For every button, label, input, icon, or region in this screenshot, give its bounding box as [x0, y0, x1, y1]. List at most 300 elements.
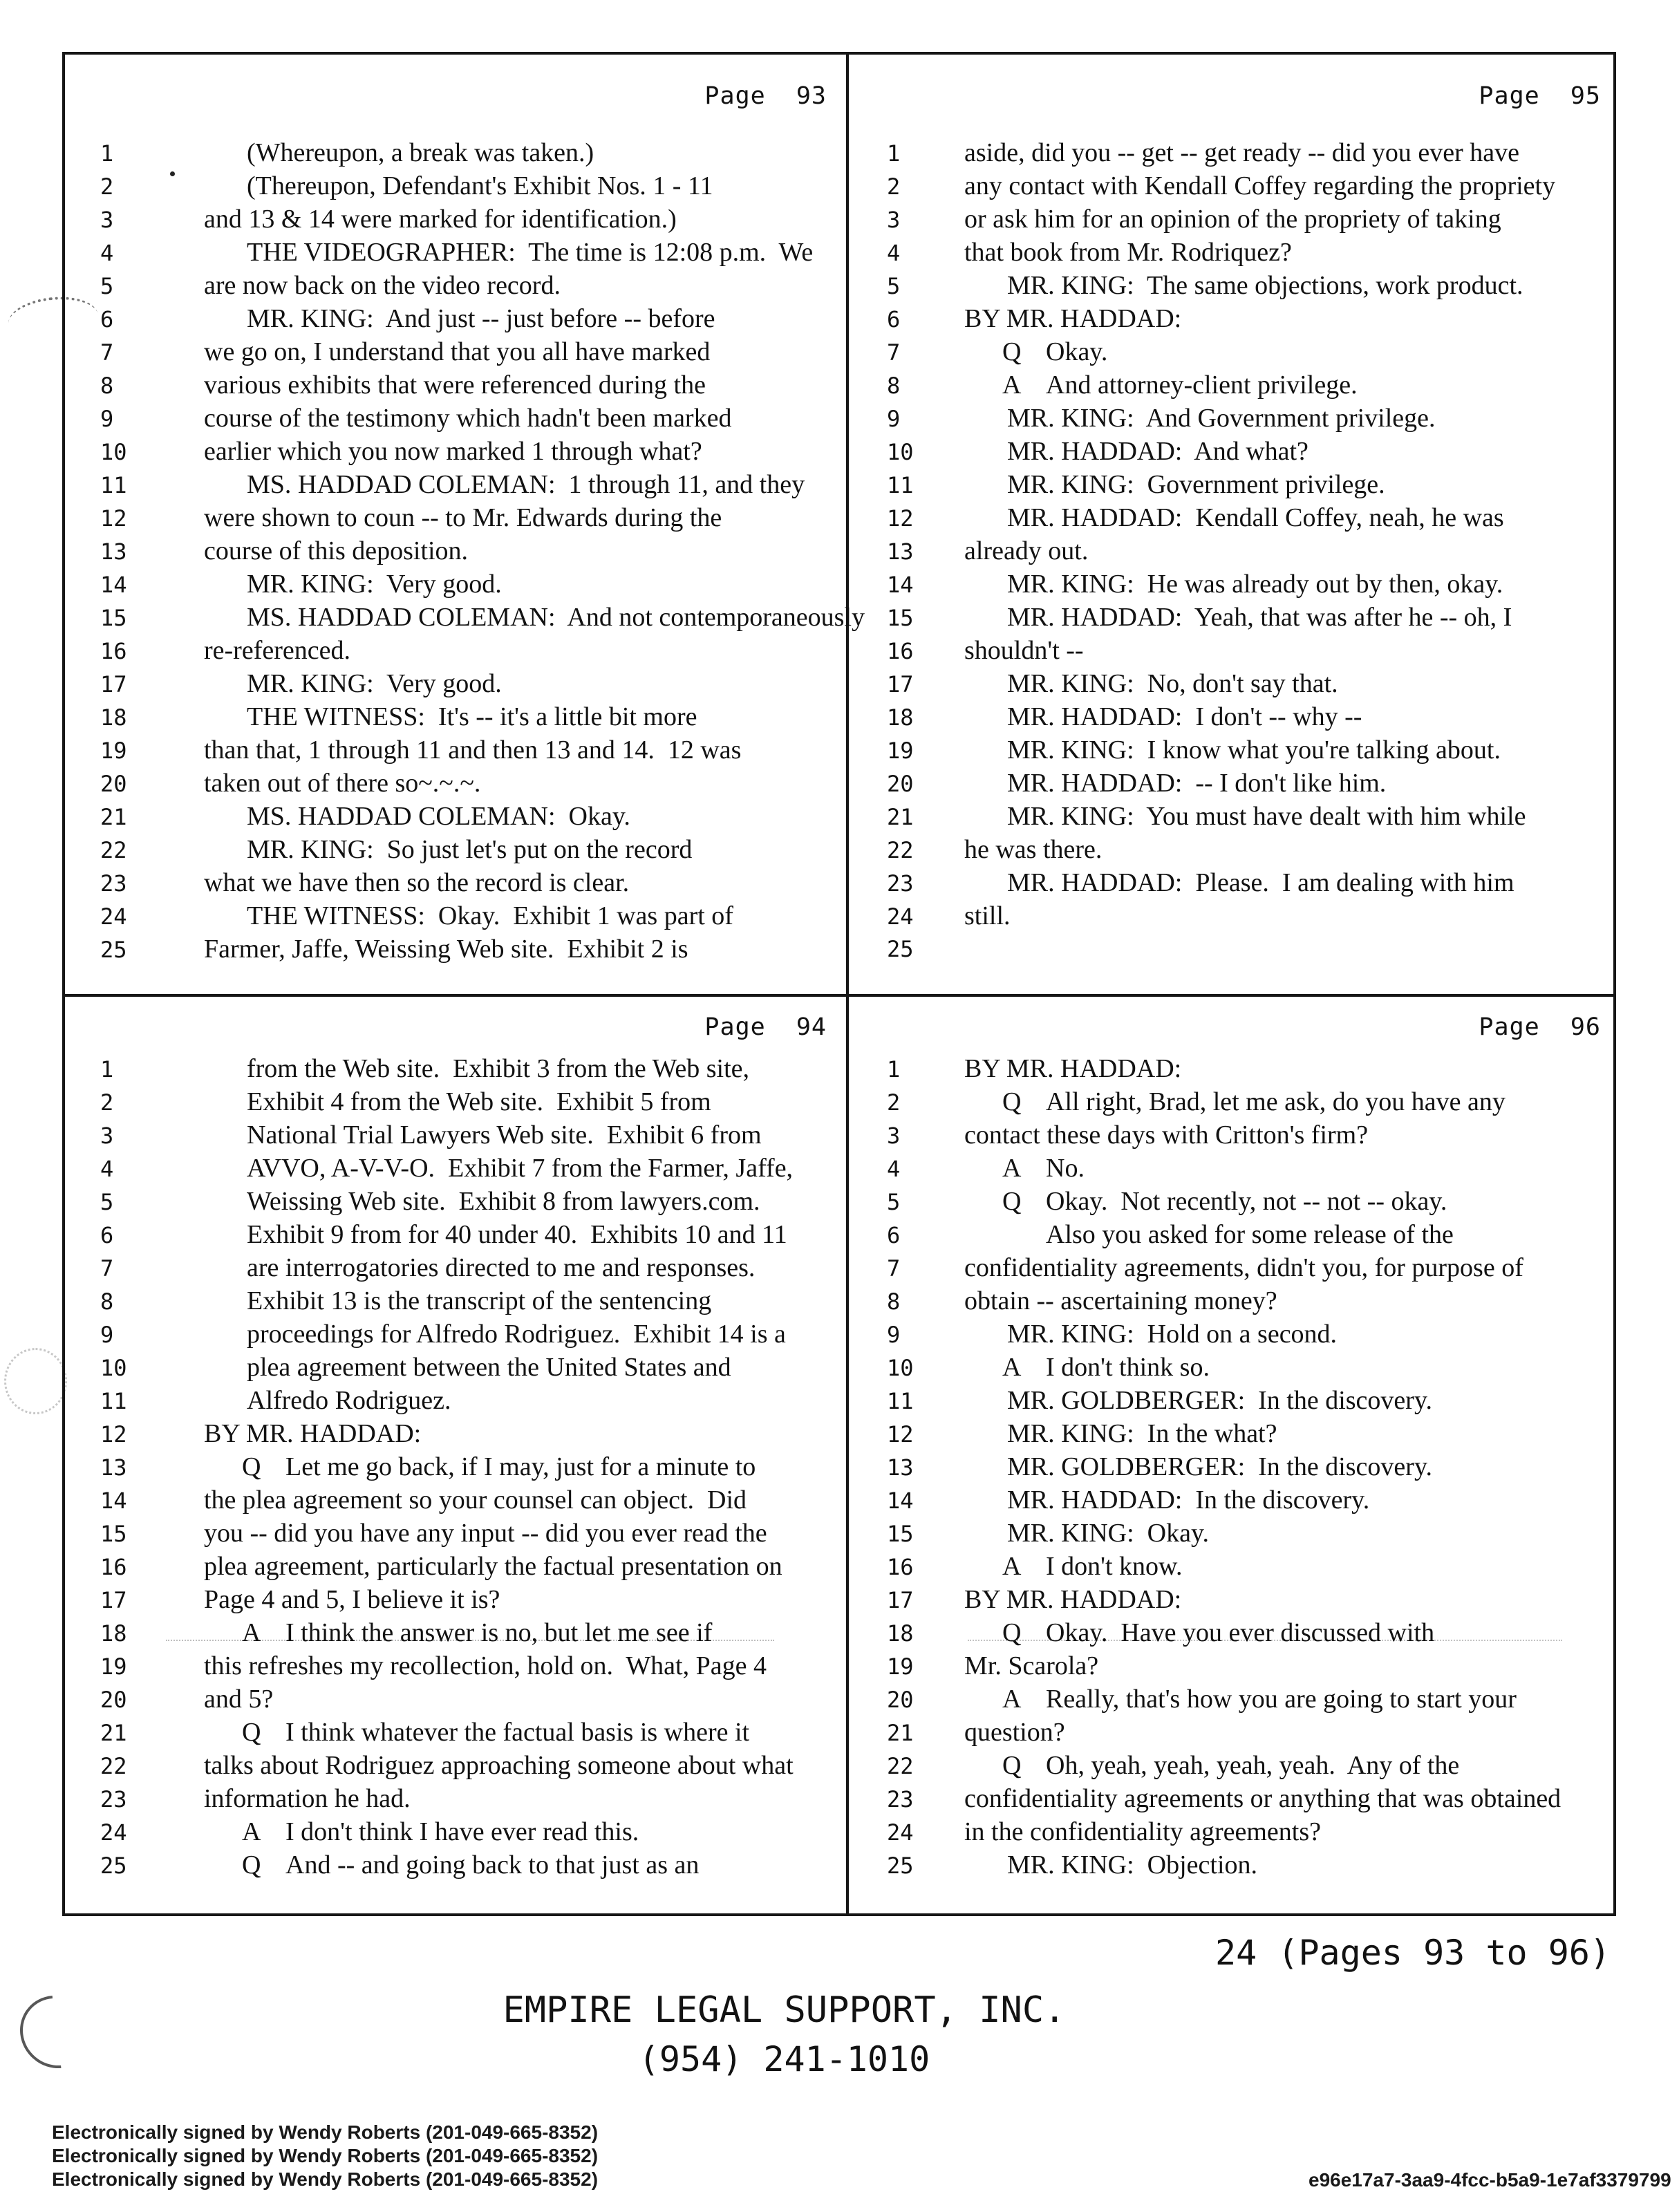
line-text [204, 1716, 749, 1749]
line-number: 19 [100, 738, 127, 764]
line-text: BY MR. HADDAD: [964, 304, 1182, 333]
line-text: obtain -- ascertaining money? [964, 1286, 1277, 1315]
line-number: 14 [887, 1488, 914, 1514]
transcript-line [849, 402, 1616, 435]
transcript-line [62, 1284, 846, 1318]
line-text: AVVO, A-V-V-O. Exhibit 7 from the Farmer, Jaffe, [247, 1154, 794, 1183]
line-text-body: I think the answer is no, but let me see if [285, 1618, 713, 1647]
transcript-line [849, 1649, 1616, 1683]
line-number: 8 [887, 1288, 901, 1315]
transcript-line [849, 700, 1616, 733]
transcript-line [849, 1716, 1616, 1749]
line-text: re-referenced. [204, 636, 350, 665]
transcript-line [62, 1583, 846, 1616]
transcript-line [62, 1152, 846, 1185]
transcript-line [849, 1417, 1616, 1450]
line-number: 16 [100, 1554, 127, 1580]
line-text: confidentiality agreements or anything that was obtained [964, 1784, 1561, 1813]
transcript-line [849, 368, 1616, 402]
line-number: 16 [100, 638, 127, 664]
line-number: 4 [100, 240, 114, 266]
transcript-line [62, 1848, 846, 1882]
electronic-signature-line: Electronically signed by Wendy Roberts (201-049-665-8352) [52, 2121, 599, 2143]
line-text: you -- did you have any input -- did you ever read the [204, 1519, 767, 1548]
line-text: MR. KING: You must have dealt with him while [1007, 802, 1526, 831]
line-number: 10 [887, 1355, 914, 1381]
transcript-line [849, 203, 1616, 236]
transcript-line [62, 335, 846, 368]
line-number: 2 [100, 174, 114, 200]
line-text: MR. KING: He was already out by then, okay. [1007, 570, 1503, 599]
line-number: 5 [100, 1189, 114, 1215]
line-number: 15 [887, 1521, 914, 1547]
line-text [204, 1450, 756, 1483]
transcript-lines [62, 136, 865, 966]
line-text: (Whereupon, a break was taken.) [247, 138, 594, 167]
line-text [964, 1550, 1183, 1583]
page-header: Page 94 [704, 1013, 827, 1041]
line-text: MS. HADDAD COLEMAN: And not contemporaneously [247, 603, 865, 632]
line-text: MR. GOLDBERGER: In the discovery. [1007, 1452, 1432, 1481]
line-number: 9 [100, 406, 114, 432]
transcript-line [62, 800, 846, 833]
line-number: 6 [887, 306, 901, 332]
line-text: question? [964, 1718, 1065, 1747]
transcript-line [849, 1118, 1616, 1152]
line-text: what we have then so the record is clear. [204, 868, 630, 897]
transcript-line [849, 1052, 1616, 1085]
line-text: MR. KING: And Government privilege. [1007, 404, 1436, 433]
transcript-line [849, 534, 1616, 568]
line-text: confidentiality agreements, didn't you, for purpose of [964, 1253, 1523, 1282]
line-text: plea agreement between the United States and [247, 1353, 731, 1382]
transcript-line [62, 1616, 846, 1649]
line-text [204, 1815, 639, 1848]
line-text [964, 1185, 1447, 1218]
transcript-line [849, 634, 1616, 667]
transcript-line [849, 501, 1616, 534]
line-number: 15 [100, 605, 127, 631]
line-text: MR. KING: Government privilege. [1007, 470, 1385, 499]
line-text: various exhibits that were referenced during the [204, 371, 706, 400]
line-text [964, 1085, 1506, 1118]
line-text: talks about Rodriguez approaching someone about what [204, 1751, 794, 1780]
line-number: 3 [100, 1123, 114, 1149]
line-text: MR. KING: And just -- just before -- before [247, 304, 715, 333]
line-text-body: Oh, yeah, yeah, yeah, yeah. Any of the [1046, 1751, 1460, 1780]
line-text [964, 335, 1107, 368]
line-text: shouldn't -- [964, 636, 1084, 665]
line-text: Also you asked for some release of the [1046, 1220, 1454, 1249]
line-number: 9 [887, 406, 901, 432]
line-text-body: Okay. [1046, 337, 1108, 366]
line-number: 4 [100, 1156, 114, 1182]
line-number: 6 [887, 1222, 901, 1248]
line-text: MR. GOLDBERGER: In the discovery. [1007, 1386, 1432, 1415]
transcript-line [849, 435, 1616, 468]
question-marker: Q [1002, 1751, 1022, 1780]
line-text: THE WITNESS: It's -- it's a little bit more [247, 702, 697, 731]
line-number: 25 [100, 1853, 127, 1879]
line-number: 6 [100, 306, 114, 332]
transcript-line [62, 1052, 846, 1085]
answer-marker: A [1002, 1552, 1022, 1581]
line-text: taken out of there so~.~.~. [204, 769, 481, 798]
transcript-quadrant-page-96 [849, 997, 1616, 1916]
transcript-line [62, 1318, 846, 1351]
line-number: 4 [887, 1156, 901, 1182]
transcript-line [849, 136, 1616, 169]
line-text: BY MR. HADDAD: [964, 1054, 1182, 1083]
question-marker: Q [1002, 1187, 1022, 1216]
line-number: 18 [887, 1620, 914, 1647]
transcript-line [849, 1848, 1616, 1882]
transcript-line [62, 169, 846, 203]
page-header: Page 95 [1479, 82, 1601, 110]
line-number: 24 [887, 903, 914, 930]
line-number: 20 [887, 1687, 914, 1713]
transcript-line [849, 601, 1616, 634]
line-number: 21 [887, 804, 914, 830]
transcript-line [62, 1185, 846, 1218]
line-number: 9 [887, 1322, 901, 1348]
transcript-line [849, 1450, 1616, 1483]
transcript-line [849, 468, 1616, 501]
line-text: Weissing Web site. Exhibit 8 from lawyers.com. [247, 1187, 760, 1216]
line-text [964, 1351, 1210, 1384]
line-number: 5 [887, 273, 901, 299]
line-text: already out. [964, 536, 1089, 565]
line-number: 22 [100, 837, 127, 863]
page-header: Page 93 [704, 82, 827, 110]
transcript-line [849, 1318, 1616, 1351]
line-number: 13 [100, 1454, 127, 1481]
line-text: (Thereupon, Defendant's Exhibit Nos. 1 - 11 [247, 171, 713, 200]
line-number: 20 [100, 771, 127, 797]
line-text: proceedings for Alfredo Rodriguez. Exhibit 14 is a [247, 1320, 786, 1349]
line-text: MR. KING: No, don't say that. [1007, 669, 1338, 698]
line-text: MR. HADDAD: -- I don't like him. [1007, 769, 1387, 798]
question-marker: Q [1002, 1087, 1022, 1116]
line-number: 20 [100, 1687, 127, 1713]
transcript-line [62, 1384, 846, 1417]
line-number: 11 [100, 472, 127, 498]
line-text: any contact with Kendall Coffey regarding the propriety [964, 171, 1556, 200]
transcript-line [849, 1218, 1616, 1251]
line-text [964, 1683, 1517, 1716]
question-marker: Q [1002, 337, 1022, 366]
line-text-body: Okay. Not recently, not -- not -- okay. [1046, 1187, 1447, 1216]
line-text: this refreshes my recollection, hold on. What, Page 4 [204, 1651, 767, 1680]
line-text-body: And -- and going back to that just as an [285, 1850, 700, 1880]
transcript-line [62, 1649, 846, 1683]
line-text [204, 1616, 712, 1649]
line-number: 24 [100, 903, 127, 930]
scan-artifact-circle [4, 1348, 67, 1414]
transcript-line [62, 667, 846, 700]
transcript-line [849, 1782, 1616, 1815]
line-text: the plea agreement so your counsel can object. Did [204, 1485, 747, 1515]
line-number: 23 [100, 870, 127, 897]
line-text: and 5? [204, 1685, 274, 1714]
line-text-body: All right, Brad, let me ask, do you have any [1046, 1087, 1506, 1116]
line-number: 22 [887, 837, 914, 863]
line-number: 9 [100, 1322, 114, 1348]
transcript-quadrant-page-94 [62, 997, 846, 1916]
line-number: 24 [887, 1819, 914, 1846]
line-number: 8 [100, 373, 114, 399]
line-text: National Trial Lawyers Web site. Exhibit 6 from [247, 1121, 762, 1150]
question-marker: Q [242, 1452, 261, 1481]
transcript-line [62, 601, 865, 634]
transcript-line [62, 203, 846, 236]
line-text: we go on, I understand that you all have marked [204, 337, 711, 366]
line-text-body: Let me go back, if I may, just for a minute to [285, 1452, 756, 1481]
line-text: he was there. [964, 835, 1103, 864]
line-text: aside, did you -- get -- get ready -- did you ever have [964, 138, 1519, 167]
transcript-line [849, 269, 1616, 302]
line-text-body: I don't think I have ever read this. [285, 1817, 639, 1846]
line-number: 18 [887, 704, 914, 731]
line-number: 16 [887, 1554, 914, 1580]
transcript-line [62, 767, 846, 800]
line-text-body: I don't know. [1046, 1552, 1183, 1581]
transcript-line [849, 236, 1616, 269]
footer-company-name: EMPIRE LEGAL SUPPORT, INC. [503, 1989, 1066, 2031]
line-number: 8 [887, 373, 901, 399]
line-number: 20 [887, 771, 914, 797]
line-number: 2 [887, 174, 901, 200]
line-text: than that, 1 through 11 and then 13 and 14. 12 was [204, 735, 742, 765]
transcript-line [849, 335, 1616, 368]
line-number: 1 [887, 1056, 901, 1082]
line-text: MR. HADDAD: And what? [1007, 437, 1309, 466]
line-number: 7 [100, 339, 114, 366]
line-text-body: Okay. Have you ever discussed with [1046, 1618, 1435, 1647]
transcript-line [62, 1351, 846, 1384]
line-text: from the Web site. Exhibit 3 from the Web site, [247, 1054, 750, 1083]
line-number: 21 [887, 1720, 914, 1746]
line-text: Farmer, Jaffe, Weissing Web site. Exhibit 2 is [204, 935, 688, 964]
line-number: 5 [887, 1189, 901, 1215]
line-text: in the confidentiality agreements? [964, 1817, 1321, 1846]
line-number: 7 [100, 1255, 114, 1282]
line-number: 11 [100, 1388, 127, 1414]
line-number: 18 [100, 704, 127, 731]
line-number: 12 [100, 1421, 127, 1447]
line-text: Mr. Scarola? [964, 1651, 1099, 1680]
line-text: MR. KING: Okay. [1007, 1519, 1210, 1548]
line-text: MR. KING: So just let's put on the record [247, 835, 693, 864]
line-number: 12 [887, 1421, 914, 1447]
transcript-line [62, 833, 846, 866]
answer-marker: A [1002, 1353, 1022, 1382]
answer-marker: A [1002, 371, 1022, 400]
line-text: still. [964, 901, 1011, 930]
transcript-line [849, 1749, 1616, 1782]
transcript-line [849, 733, 1616, 767]
line-number: 7 [887, 1255, 901, 1282]
transcript-line [849, 1483, 1616, 1517]
line-text: BY MR. HADDAD: [204, 1419, 422, 1448]
line-number: 12 [100, 505, 127, 532]
transcript-line [849, 1152, 1616, 1185]
line-number: 8 [100, 1288, 114, 1315]
transcript-line [849, 169, 1616, 203]
transcript-line [62, 1683, 846, 1716]
transcript-line [62, 634, 846, 667]
transcript-line [62, 501, 846, 534]
transcript-line [62, 1450, 846, 1483]
line-text: information he had. [204, 1784, 411, 1813]
electronic-signature-line: Electronically signed by Wendy Roberts (201-049-665-8352) [52, 2168, 599, 2190]
question-marker: Q [242, 1850, 261, 1880]
line-text: Exhibit 4 from the Web site. Exhibit 5 from [247, 1087, 711, 1116]
line-number: 3 [100, 207, 114, 233]
line-text: MR. KING: Very good. [247, 669, 502, 698]
transcript-line [849, 866, 1616, 899]
line-number: 7 [887, 339, 901, 366]
line-text: MR. KING: The same objections, work product. [1007, 271, 1523, 300]
transcript-line [62, 1085, 846, 1118]
line-text: earlier which you now marked 1 through what? [204, 437, 702, 466]
line-text: Alfredo Rodriguez. [247, 1386, 451, 1415]
transcript-line [62, 136, 846, 169]
line-number: 19 [887, 738, 914, 764]
transcript-line [849, 899, 1616, 932]
line-text: were shown to coun -- to Mr. Edwards during the [204, 503, 722, 532]
transcript-line [849, 1616, 1616, 1649]
line-text: MR. HADDAD: Kendall Coffey, neah, he was [1007, 503, 1504, 532]
line-text: course of this deposition. [204, 536, 469, 565]
transcript-line [62, 1782, 846, 1815]
transcript-line [62, 1749, 846, 1782]
line-text-body: No. [1046, 1154, 1085, 1183]
answer-marker: A [1002, 1685, 1022, 1714]
line-number: 21 [100, 1720, 127, 1746]
transcript-line [62, 1815, 846, 1848]
line-number: 19 [887, 1653, 914, 1680]
line-text: and 13 & 14 were marked for identification.) [204, 205, 677, 234]
line-number: 10 [100, 439, 127, 465]
line-text: BY MR. HADDAD: [964, 1585, 1182, 1614]
transcript-line [849, 1384, 1616, 1417]
transcript-line [849, 302, 1616, 335]
transcript-line [849, 1583, 1616, 1616]
line-text: Page 4 and 5, I believe it is? [204, 1585, 500, 1614]
question-marker: Q [242, 1718, 261, 1747]
line-number: 10 [887, 439, 914, 465]
transcript-line [62, 932, 846, 966]
line-number: 25 [887, 936, 914, 962]
line-text: Exhibit 13 is the transcript of the sentencing [247, 1286, 712, 1315]
transcript-lines [849, 136, 1616, 966]
transcript-line [62, 866, 846, 899]
line-number: 3 [887, 207, 901, 233]
transcript-quadrant-page-93 [62, 52, 865, 994]
line-number: 13 [887, 1454, 914, 1481]
transcript-quadrant-page-95 [849, 52, 1616, 994]
line-text: course of the testimony which hadn't been marked [204, 404, 732, 433]
transcript-line [849, 833, 1616, 866]
line-number: 18 [100, 1620, 127, 1647]
document-id: e96e17a7-3aa9-4fcc-b5a9-1e7af3379799 [1309, 2169, 1671, 2191]
question-marker: Q [1002, 1618, 1022, 1647]
transcript-line [62, 468, 846, 501]
footer-page-range: 24 (Pages 93 to 96) [1215, 1933, 1611, 1973]
transcript-line [849, 800, 1616, 833]
line-number: 2 [100, 1089, 114, 1116]
line-number: 11 [887, 1388, 914, 1414]
line-text-body: I think whatever the factual basis is where it [285, 1718, 750, 1747]
transcript-line [849, 1351, 1616, 1384]
electronic-signature-line: Electronically signed by Wendy Roberts (201-049-665-8352) [52, 2145, 599, 2166]
line-text: plea agreement, particularly the factual presentation on [204, 1552, 782, 1581]
line-number: 17 [887, 1587, 914, 1613]
line-number: 5 [100, 273, 114, 299]
line-number: 10 [100, 1355, 127, 1381]
transcript-line [62, 1251, 846, 1284]
transcript-line [849, 568, 1616, 601]
line-number: 17 [100, 1587, 127, 1613]
transcript-line [849, 1251, 1616, 1284]
line-number: 3 [887, 1123, 901, 1149]
line-number: 4 [887, 240, 901, 266]
transcript-line [62, 368, 846, 402]
line-text: that book from Mr. Rodriquez? [964, 238, 1292, 267]
line-number: 21 [100, 804, 127, 830]
electronic-signature-block [52, 2121, 598, 2191]
line-text: are now back on the video record. [204, 271, 561, 300]
line-text: MR. KING: Very good. [247, 570, 502, 599]
line-number: 16 [887, 638, 914, 664]
line-text [964, 368, 1358, 402]
line-text: THE WITNESS: Okay. Exhibit 1 was part of [247, 901, 733, 930]
line-text: THE VIDEOGRAPHER: The time is 12:08 p.m. We [247, 238, 814, 267]
line-number: 25 [887, 1853, 914, 1879]
line-number: 14 [100, 1488, 127, 1514]
transcript-line [62, 1118, 846, 1152]
transcript-line [62, 534, 846, 568]
line-number: 22 [887, 1753, 914, 1779]
answer-marker: A [242, 1618, 261, 1647]
transcript-line [62, 435, 846, 468]
line-number: 15 [887, 605, 914, 631]
transcript-line [849, 767, 1616, 800]
line-number: 15 [100, 1521, 127, 1547]
answer-marker: A [1002, 1154, 1022, 1183]
answer-marker: A [242, 1817, 261, 1846]
transcript-line [849, 1550, 1616, 1583]
transcript-line [62, 236, 846, 269]
line-number: 2 [887, 1089, 901, 1116]
line-text: MS. HADDAD COLEMAN: 1 through 11, and they [247, 470, 805, 499]
line-number: 6 [100, 1222, 114, 1248]
transcript-line [62, 302, 846, 335]
line-text [964, 1749, 1459, 1782]
transcript-line [62, 568, 846, 601]
line-text-body: I don't think so. [1046, 1353, 1210, 1382]
line-number: 13 [887, 538, 914, 565]
line-number: 1 [100, 1056, 114, 1082]
transcript-line [849, 1683, 1616, 1716]
transcript-line [62, 1550, 846, 1583]
line-text: MR. HADDAD: Yeah, that was after he -- oh, I [1007, 603, 1512, 632]
transcript-line [849, 1284, 1616, 1318]
line-number: 22 [100, 1753, 127, 1779]
transcript-line [62, 733, 846, 767]
line-number: 25 [100, 937, 127, 963]
